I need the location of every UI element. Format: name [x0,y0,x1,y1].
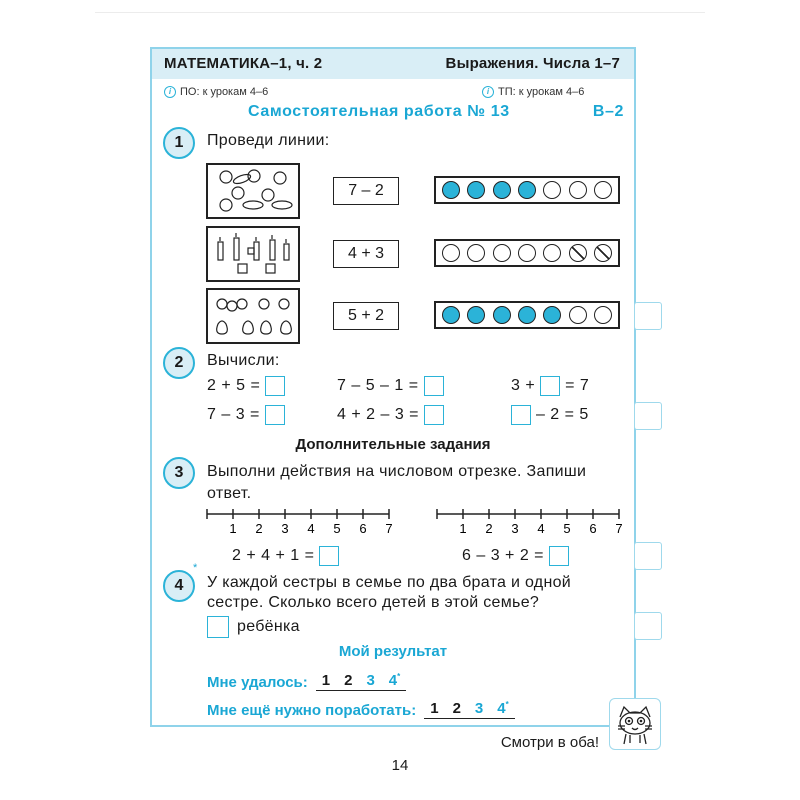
number-line-ticks [207,509,393,536]
equation [337,405,444,425]
equation-text: 6 – 3 + 2 = [462,547,545,565]
tick-label: 4 [307,521,315,536]
scale-1[interactable]: 1 [321,672,331,689]
task-3-number: 3 [163,457,195,489]
equation [511,405,589,425]
filled-circle [442,181,460,199]
score-box[interactable] [634,542,662,570]
answer-box[interactable] [265,405,285,425]
ref-po [164,86,268,98]
empty-circle [594,306,612,324]
scale-4[interactable] [497,700,508,717]
equation [232,546,339,566]
result-scale[interactable] [316,672,407,691]
answer-box[interactable] [424,405,444,425]
empty-circle [543,244,561,262]
result-done-row [207,672,406,691]
score-box[interactable] [634,402,662,430]
result-more-label: Мне ещё нужно поработать: [207,702,417,719]
filled-circle [493,181,511,199]
crossed-circle [569,244,587,262]
tick-label: 1 [229,521,237,536]
equation [511,376,589,396]
task-1-number: 1 [163,127,195,159]
scale-4-value: 4 [388,672,398,689]
filled-circle [467,181,485,199]
tick-label: 3 [281,521,289,536]
tick-label: 2 [485,521,493,536]
tick-label: 7 [385,521,393,536]
number-line-ticks [437,509,623,536]
empty-circle [518,244,536,262]
picture-apples-pears [206,288,300,344]
answer-unit: ребёнка [237,618,300,635]
answer-box[interactable] [549,546,569,566]
number-line-1 [203,508,393,538]
tick-label: 5 [563,521,571,536]
equation-text: 2 + 5 = [207,377,261,395]
vegetables-icon [208,165,298,217]
task-4-line-1: У каждой сестры в семье по два брата и одной [207,574,572,591]
picture-tomatoes-cucumbers [206,163,300,219]
number-line-2 [433,508,623,538]
equation-text: 4 + 2 – 3 = [337,406,420,424]
answer-box[interactable] [265,376,285,396]
cat-mascot [609,698,661,750]
ref-tp [482,86,584,98]
expression-box: 5 + 2 [333,302,399,330]
candles-icon [208,228,298,280]
result-more-row [207,700,515,719]
empty-circle [569,306,587,324]
equation [462,546,569,566]
task-4-line-2: сестре. Сколько всего детей в этой семье? [207,594,540,611]
empty-circle [543,181,561,199]
star-mark: * [193,562,198,574]
tick-label: 6 [359,521,367,536]
result-scale[interactable] [424,700,515,719]
empty-circle [569,181,587,199]
tick-label: 6 [589,521,597,536]
scale-4-value: 4 [497,700,506,717]
empty-circle [594,181,612,199]
scale-1[interactable]: 1 [430,700,439,717]
book-title: МАТЕМАТИКА–1, ч. 2 [164,55,323,72]
empty-circle [493,244,511,262]
crossed-circle [594,244,612,262]
tick-label: 4 [537,521,545,536]
filled-circle [518,181,536,199]
filled-circle [543,306,561,324]
tick-label: 7 [615,521,623,536]
tick-label: 5 [333,521,341,536]
score-box[interactable] [634,302,662,330]
task-4-number: 4 [163,570,195,602]
scale-2[interactable]: 2 [344,672,353,689]
answer-box[interactable] [511,405,531,425]
circle-row [434,301,620,329]
equation-text: 7 – 5 – 1 = [337,377,419,395]
equation-text: = 7 [565,377,590,395]
filled-circle [493,306,511,324]
work-title-text: Самостоятельная работа № 13 [248,103,510,120]
task-2-text: Вычисли: [207,352,280,369]
result-title: Мой результат [338,643,448,660]
top-rule [95,12,705,13]
tick-label: 2 [255,521,263,536]
tick-label: 1 [459,521,467,536]
ref-po-text: ПО: к урокам 4–6 [180,86,269,98]
circle-row [434,176,620,204]
task-2-number: 2 [163,347,195,379]
equation [337,376,444,396]
topic-title: Выражения. Числа 1–7 [445,55,620,72]
expression-box: 7 – 2 [333,177,399,205]
fruit-icon [208,290,298,342]
extra-tasks-heading: Дополнительные задания [295,436,491,453]
answer-box[interactable] [319,546,339,566]
result-done-label: Мне удалось: [207,674,308,691]
task-1-text: Проведи линии: [207,132,330,149]
equation [207,405,285,425]
motto: Смотри в оба! [500,734,599,751]
info-icon: i [482,86,494,98]
equation [207,376,285,396]
scale-star: * [397,672,401,681]
task-3-text: Выполни действия на числовом отрезке. Запиши ответ. [207,463,587,502]
cat-icon [610,699,660,749]
answer-box[interactable] [424,376,444,396]
scale-3[interactable]: 3 [474,700,484,717]
filled-circle [442,306,460,324]
filled-circle [518,306,536,324]
page-number: 14 [391,757,409,774]
ref-tp-text: ТП: к урокам 4–6 [498,86,585,98]
expression-box: 4 + 3 [333,240,399,268]
answer-box[interactable] [540,376,560,396]
equation-text: 3 + [511,377,536,395]
score-box[interactable] [634,612,662,640]
task-4-answer [207,616,300,638]
scale-4[interactable] [389,672,400,689]
equation-text: 7 – 3 = [207,406,260,424]
info-icon: i [164,86,176,98]
equation-text: 2 + 4 + 1 = [232,547,315,565]
scale-3[interactable]: 3 [366,672,375,689]
circle-row [434,239,620,267]
scale-2[interactable]: 2 [452,700,461,717]
scale-star: * [505,700,509,709]
empty-circle [467,244,485,262]
answer-box[interactable] [207,616,229,638]
tick-label: 3 [511,521,519,536]
variant-label: В–2 [592,103,624,120]
empty-circle [442,244,460,262]
filled-circle [467,306,485,324]
picture-candles-gifts [206,226,300,282]
equation-text: – 2 = 5 [535,406,589,424]
